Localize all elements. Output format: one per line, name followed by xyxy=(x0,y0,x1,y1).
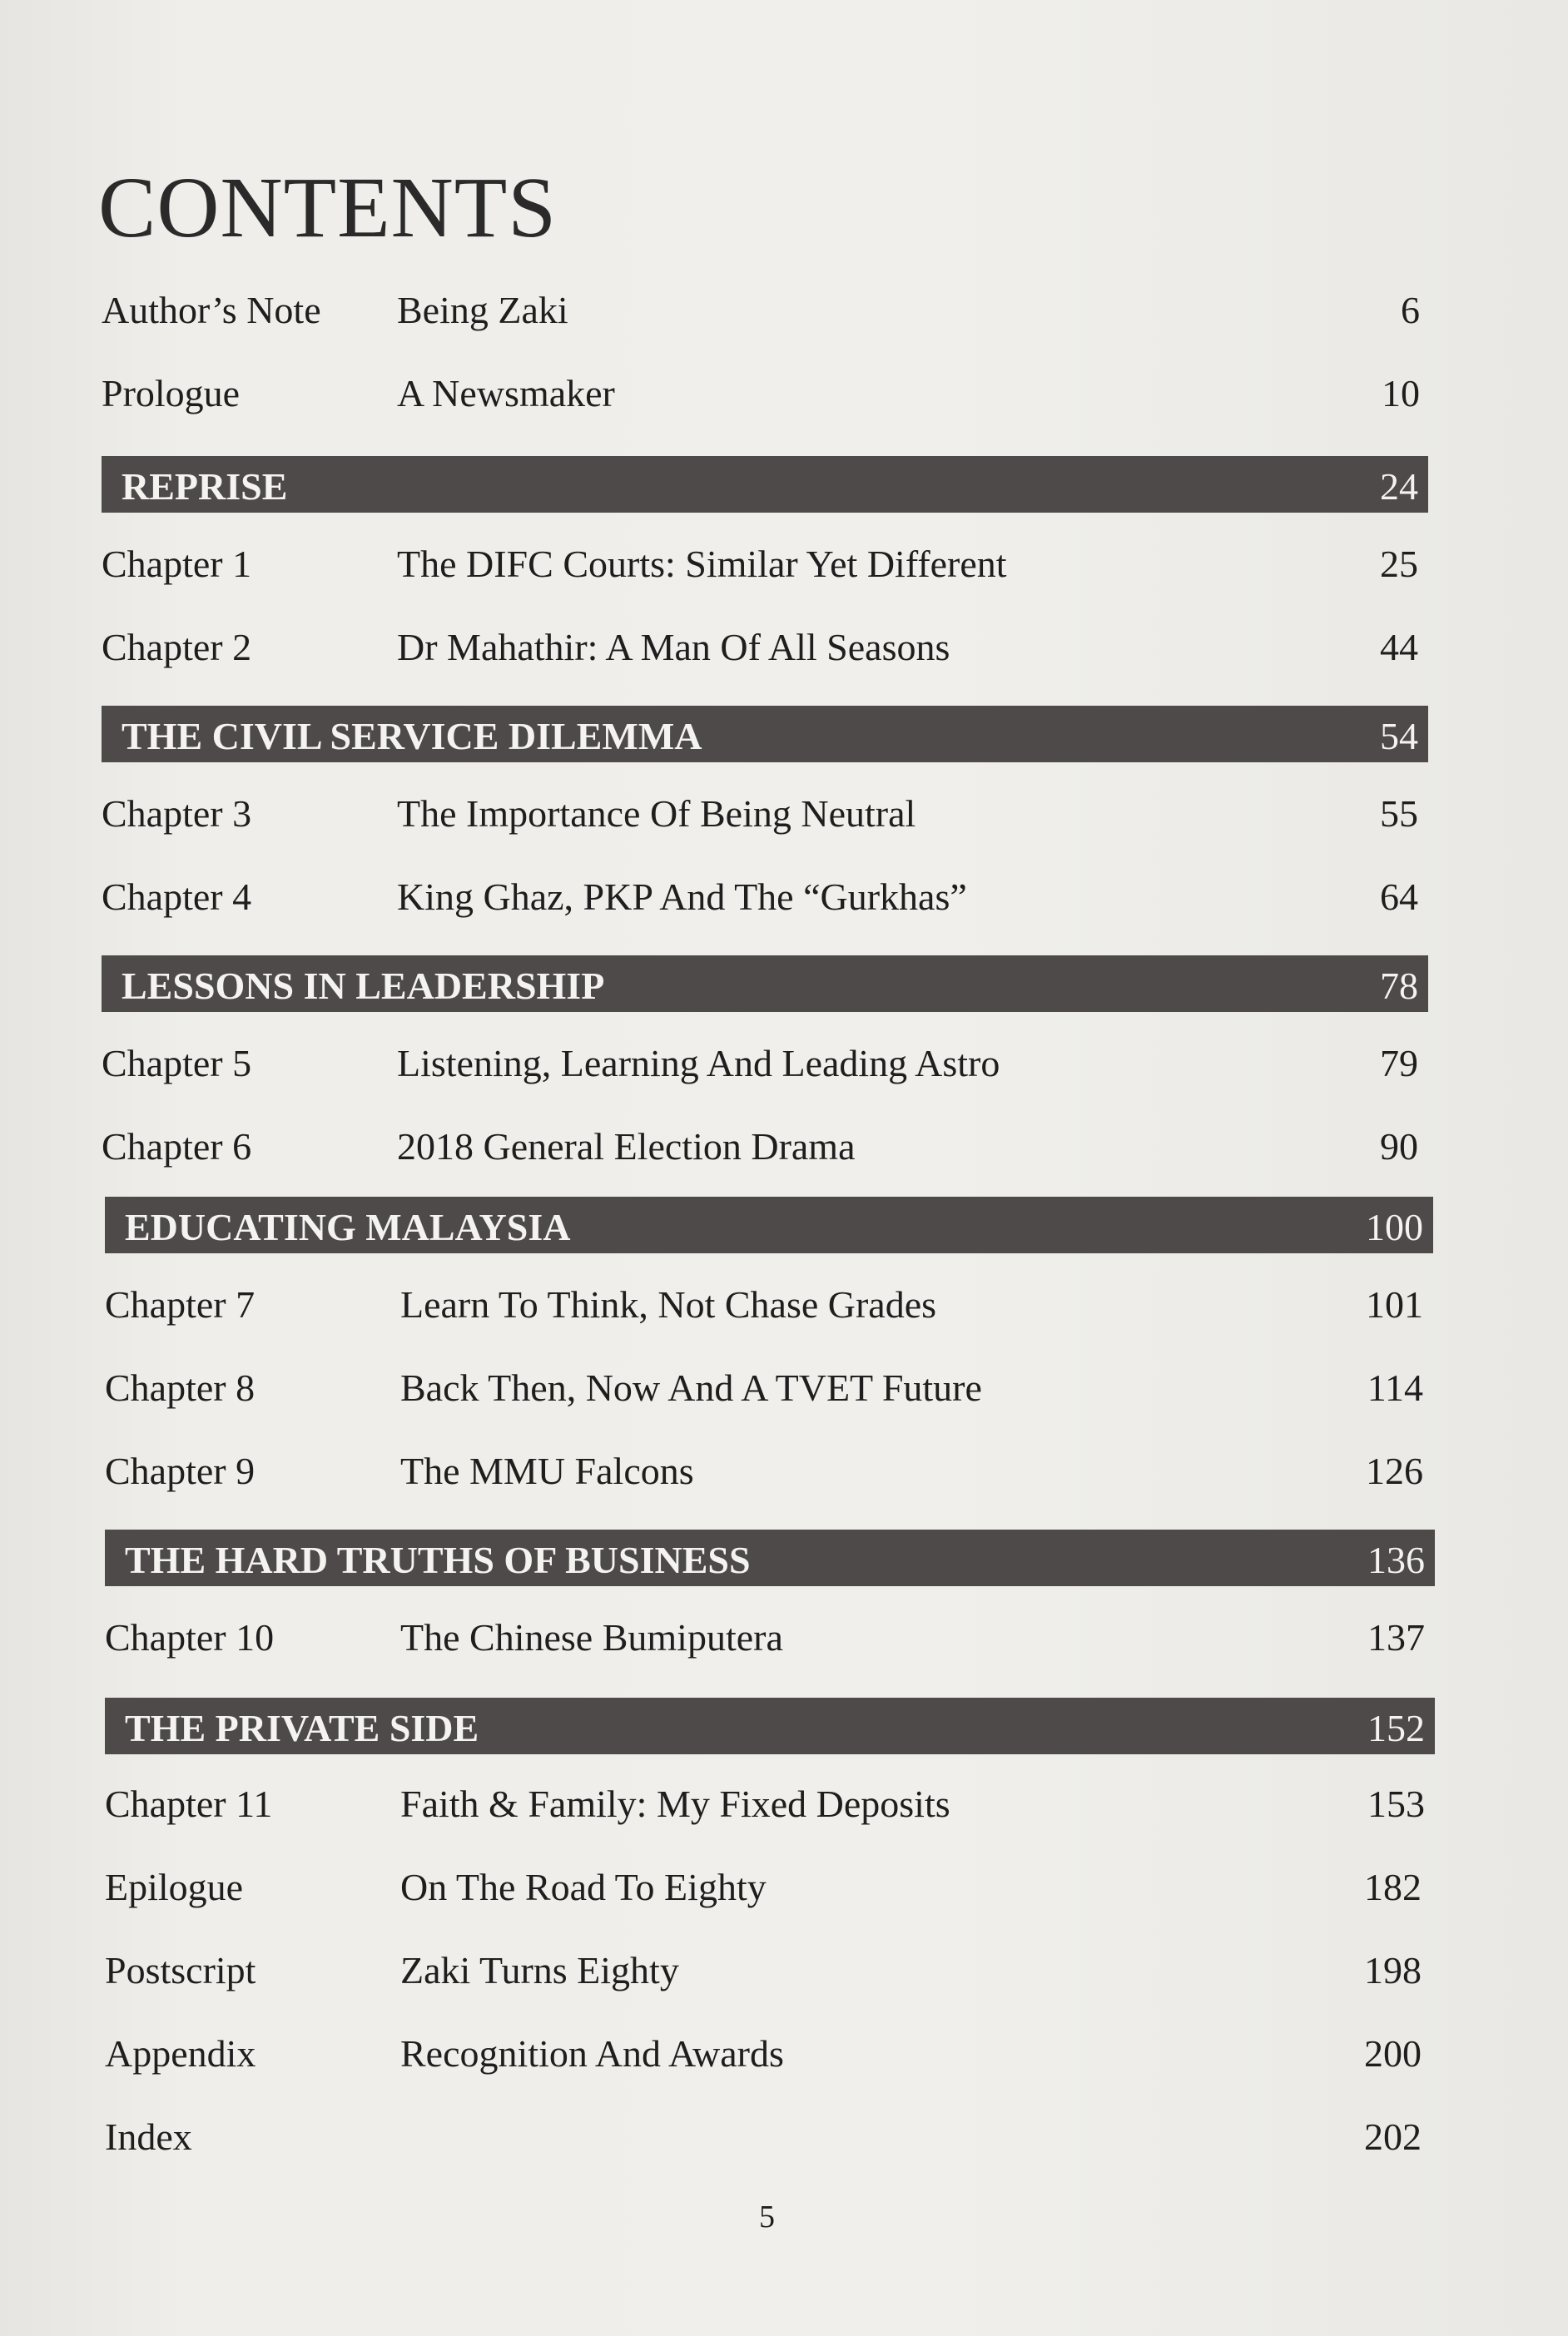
entry-page-number: 137 xyxy=(1367,1616,1425,1659)
entry-label: Chapter 8 xyxy=(105,1366,256,1409)
entry-page-number: 44 xyxy=(1380,626,1418,668)
entry-page-number: 200 xyxy=(1364,2032,1422,2075)
entry-page-number: 153 xyxy=(1367,1783,1425,1825)
entry-title: 2018 General Election Drama xyxy=(397,1125,856,1168)
entry-title: The Importance Of Being Neutral xyxy=(397,792,916,835)
entry-page-number: 25 xyxy=(1380,543,1418,585)
entry-title: Being Zaki xyxy=(397,289,568,331)
section-banner xyxy=(102,706,1428,762)
entry-page-number: 101 xyxy=(1366,1283,1423,1326)
entry-title: On The Road To Eighty xyxy=(400,1866,767,1908)
entry-label: Chapter 6 xyxy=(102,1125,252,1168)
entry-label: Postscript xyxy=(105,1949,256,1991)
section-page-number: 152 xyxy=(1367,1707,1425,1749)
entry-title: Recognition And Awards xyxy=(400,2032,784,2075)
section-banner xyxy=(105,1197,1433,1253)
entry-page-number: 64 xyxy=(1380,875,1418,918)
section-page-number: 54 xyxy=(1380,715,1418,757)
page-title: CONTENTS xyxy=(98,160,558,255)
entry-page-number: 126 xyxy=(1366,1450,1423,1492)
entry-title: Learn To Think, Not Chase Grades xyxy=(400,1283,937,1326)
section-page-number: 136 xyxy=(1367,1539,1425,1581)
entry-title: Faith & Family: My Fixed Deposits xyxy=(400,1783,950,1825)
entry-label: Chapter 4 xyxy=(102,875,252,918)
page-number: 5 xyxy=(759,2200,775,2234)
section-title: REPRISE xyxy=(122,465,288,508)
entry-label: Author’s Note xyxy=(102,289,321,331)
entry-title: Back Then, Now And A TVET Future xyxy=(400,1366,982,1409)
entry-page-number: 90 xyxy=(1380,1125,1418,1168)
entry-label: Chapter 5 xyxy=(102,1042,252,1084)
section-title: THE CIVIL SERVICE DILEMMA xyxy=(122,715,702,757)
entry-title: Dr Mahathir: A Man Of All Seasons xyxy=(397,626,950,668)
entry-page-number: 202 xyxy=(1364,2115,1422,2158)
entry-page-number: 6 xyxy=(1401,289,1420,331)
entry-title: The DIFC Courts: Similar Yet Different xyxy=(397,543,1007,585)
entry-label: Chapter 11 xyxy=(105,1783,273,1825)
section-title: LESSONS IN LEADERSHIP xyxy=(122,965,605,1007)
entry-label: Prologue xyxy=(102,372,241,414)
entry-title: A Newsmaker xyxy=(397,372,615,414)
entry-label: Chapter 9 xyxy=(105,1450,256,1492)
entry-label: Chapter 2 xyxy=(102,626,252,668)
entry-label: Chapter 3 xyxy=(102,792,252,835)
entry-page-number: 10 xyxy=(1382,372,1420,414)
entry-label: Appendix xyxy=(105,2032,256,2075)
entry-title: The Chinese Bumiputera xyxy=(400,1616,783,1659)
section-banner xyxy=(105,1530,1435,1586)
section-page-number: 78 xyxy=(1380,965,1418,1007)
section-page-number: 100 xyxy=(1366,1206,1423,1248)
entry-label: Chapter 1 xyxy=(102,543,252,585)
entry-label: Chapter 10 xyxy=(105,1616,275,1659)
entry-page-number: 198 xyxy=(1364,1949,1422,1991)
entry-label: Index xyxy=(105,2115,192,2158)
entry-title: Zaki Turns Eighty xyxy=(400,1949,679,1991)
entry-page-number: 79 xyxy=(1380,1042,1418,1084)
entry-label: Chapter 7 xyxy=(105,1283,256,1326)
entry-title: The MMU Falcons xyxy=(400,1450,694,1492)
entry-page-number: 182 xyxy=(1364,1866,1422,1908)
section-title: THE HARD TRUTHS OF BUSINESS xyxy=(125,1539,751,1581)
section-title: EDUCATING MALAYSIA xyxy=(125,1206,571,1248)
section-banner xyxy=(102,955,1428,1012)
entry-title: Listening, Learning And Leading Astro xyxy=(397,1042,1000,1084)
section-title: THE PRIVATE SIDE xyxy=(125,1707,479,1749)
section-banner xyxy=(102,456,1428,513)
entry-label: Epilogue xyxy=(105,1866,244,1908)
entry-page-number: 55 xyxy=(1380,792,1418,835)
section-banner xyxy=(105,1698,1435,1754)
entry-page-number: 114 xyxy=(1367,1366,1423,1409)
section-page-number: 24 xyxy=(1380,465,1418,508)
entry-title: King Ghaz, PKP And The “Gurkhas” xyxy=(397,875,967,918)
